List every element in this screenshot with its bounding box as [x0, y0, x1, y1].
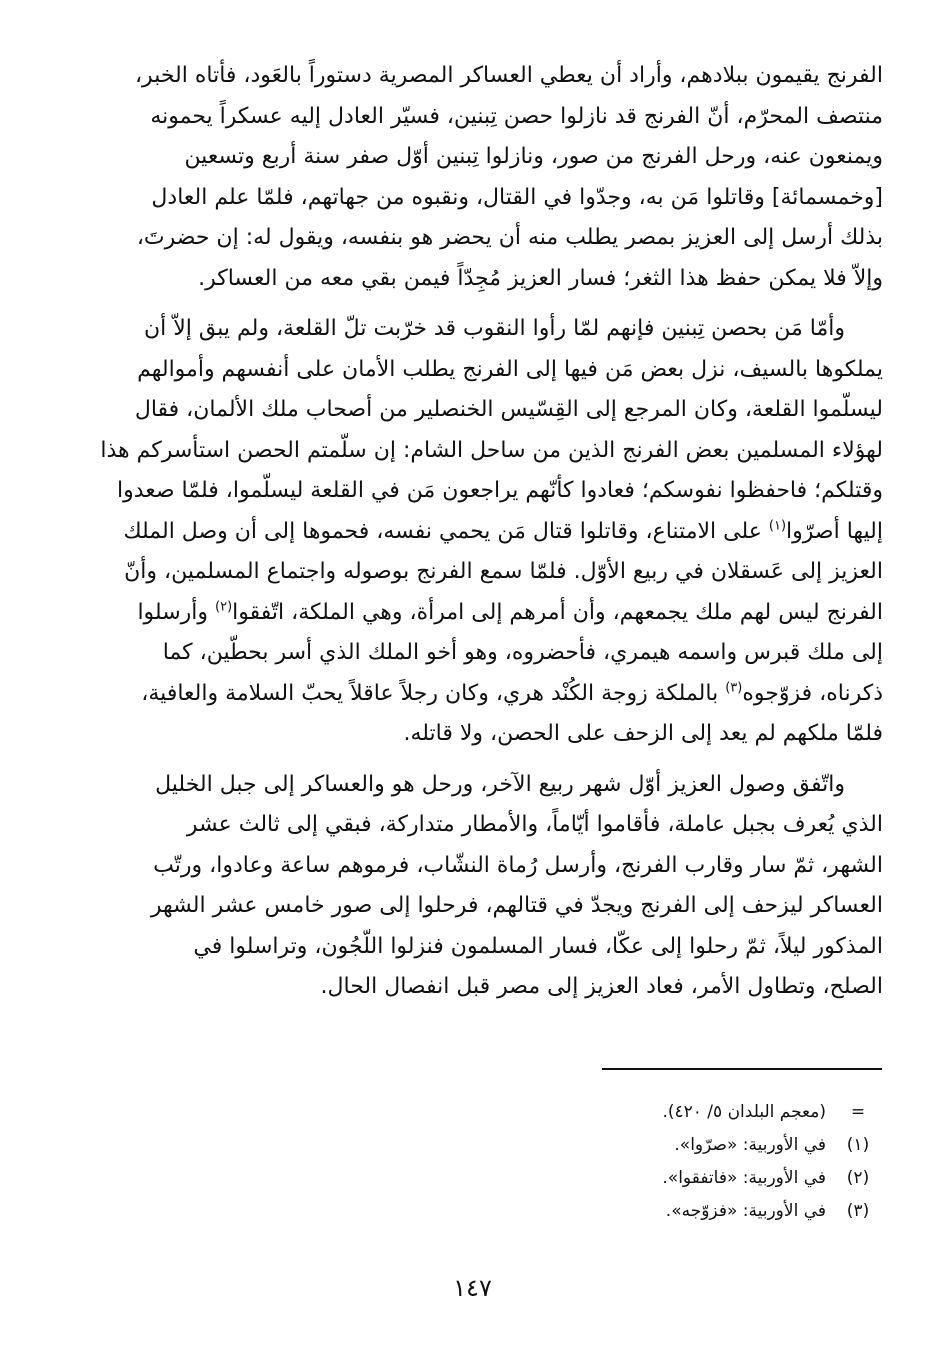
- footnote-marker: (٢): [846, 1168, 870, 1188]
- text-line: ذكرناه، فزوّجوه$^{(٣)}$ بالملكة زوجة الكُنْد هري، وكان رجلاً عاقلاً يحبّ السلامة والعافية،: [141, 680, 883, 706]
- text-line: المذكور ليلاً، ثمّ رحلوا إلى عكّا، فسار المسلمون فنزلوا اللّجُون، وتراسلوا في: [193, 933, 883, 959]
- footnotes: [420, 1096, 890, 1228]
- text-line: [وخمسمائة] وقاتلوا مَن به، وجدّوا في القتال، ونقبوه من جهاتهم، فلمّا علم العادل: [151, 184, 883, 210]
- footnote-reference: (٣): [725, 680, 743, 696]
- text-line: لهؤلاء المسلمين بعض الفرنج الذين من ساحل الشام: إن سلّمتم الحصن استأسركم هذا: [100, 437, 883, 463]
- text-line: واتّفق وصول العزيز أوّل شهر ربيع الآخر، ورحل هو والعساكر إلى جبل الخليل: [155, 771, 845, 797]
- footnote: [420, 1162, 890, 1195]
- footnote-marker: =: [850, 1102, 866, 1122]
- footnote-reference: (١): [768, 518, 787, 534]
- text-line: منتصف المحرّم، أنّ الفرنج قد نازلوا حصن تِبنين، فسيّر العادل إليه عسكراً يحمونه: [150, 103, 883, 129]
- text-line: فلمّا ملكهم لم يعد إلى الزحف على الحصن، ولا قاتله.: [403, 721, 883, 746]
- text-line: العساكر ليزحف إلى الفرنج ويجدّ في قتالهم، فرحلوا إلى صور خامس عشر الشهر: [150, 893, 883, 918]
- text-line: وأمّا مَن بحصن تِبنين فإنهم لمّا رأوا النقوب قد خرّبت تلّ القلعة، ولم يبق إلاّ أن: [143, 316, 845, 341]
- footnote-marker: (٣): [846, 1201, 870, 1221]
- text-line: بذلك أرسل إلى العزيز بمصر يطلب منه أن يحضر هو بنفسه، ويقول له: إن حضرتَ،: [136, 225, 883, 250]
- footnote-text: في الأوربية: «صرّوا».: [674, 1135, 826, 1155]
- text-line: وقتلكم؛ فاحفظوا نفوسكم؛ فعادوا كأنّهم يراجعون مَن في القلعة ليسلّموا، فلمّا صعدوا: [116, 478, 883, 503]
- footnote-text: في الأوربية: «فزوّجه».: [665, 1201, 826, 1221]
- footnote-marker: (١): [846, 1135, 870, 1155]
- text-line: إليها أصرّوا$^{(١)}$ على الامتناع، وقاتلوا قتال مَن يحمي نفسه، فحموها إلى أن وصل الملك: [123, 518, 883, 544]
- footnote-reference: (٢): [215, 599, 233, 615]
- text-line: الذي يُعرف بجبل عاملة، فأقاموا أيّاماً، والأمطار متداركة، فبقي إلى ثالث عشر: [186, 812, 883, 837]
- text-line: الفرنج ليس لهم ملك يجمعهم، وأن أمرهم إلى امرأة، وهي الملكة، اتّفقوا$^{(٢)}$ وأرسلوا: [137, 599, 883, 625]
- footnote-separator: [602, 1068, 882, 1070]
- text-line: يملكوها بالسيف، نزل بعض مَن فيها إلى الفرنج يطلب الأمان على أنفسهم وأموالهم: [137, 356, 883, 382]
- paragraph: [78, 56, 883, 299]
- footnote-text: (معجم البلدان ٥/ ٤٢٠).: [662, 1102, 826, 1122]
- footnote-text: في الأوربية: «فاتفقوا».: [662, 1168, 826, 1188]
- text-line: ليسلّموا القلعة، وكان المرجع إلى القِسّيس الخنصلير من أصحاب ملك الألمان، فقال: [134, 397, 883, 422]
- text-line: العزيز إلى عَسقلان في ربيع الأوّل. فلمّا سمع الفرنج بوصوله واجتماع المسلمين، وأنّ: [124, 559, 883, 584]
- paragraph: [78, 309, 883, 755]
- text-line: وإلاّ فلا يمكن حفظ هذا الثغر؛ فسار العزيز مُجِدّاً فيمن بقي معه من العساكر.: [198, 265, 883, 291]
- text-line: الصلح، وتطاول الأمر، فعاد العزيز إلى مصر قبل انفصال الحال.: [320, 974, 883, 999]
- main-text: [78, 56, 883, 1008]
- footnote: [420, 1129, 890, 1162]
- text-line: الشهر، ثمّ سار وقارب الفرنج، وأرسل رُماة النشّاب، فرموهم ساعة وعادوا، ورتّب: [153, 852, 883, 878]
- text-line: الفرنج يقيمون ببلادهم، وأراد أن يعطي العساكر المصرية دستوراً بالعَود، فأتاه الخبر،: [134, 63, 883, 88]
- text-line: ويمنعون عنه، ورحل الفرنج من صور، ونازلوا تِبنين أوّل صفر سنة أربع وتسعين: [184, 144, 883, 169]
- footnote: [420, 1096, 890, 1129]
- page-number: ١٤٧: [453, 1274, 492, 1302]
- text-line: إلى ملك قبرس واسمه هيمري، فأحضروه، وهو أخو الملك الذي أسر بحطّين، كما: [162, 640, 883, 665]
- footnote: [420, 1195, 890, 1228]
- paragraph: [78, 765, 883, 1008]
